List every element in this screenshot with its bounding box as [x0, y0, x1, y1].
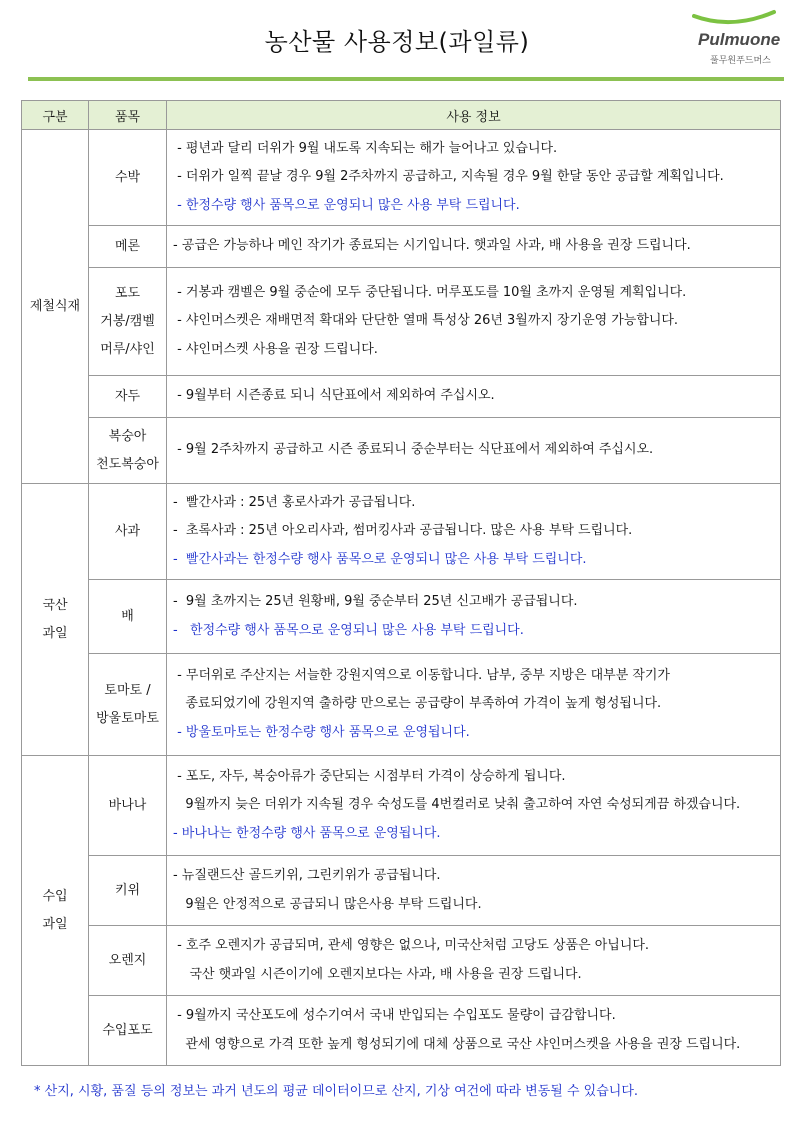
item-label: 복숭아 — [108, 428, 147, 444]
info-cell — [167, 226, 781, 268]
info-line: - 거봉과 캠벨은 9월 중순에 모두 중단됩니다. 머루포도를 10월 초까지 운영될 계획입니다. — [173, 284, 687, 300]
header-category: 구분 — [22, 101, 89, 130]
item-label: 수박 — [114, 169, 141, 185]
logo-subtitle: 풀무원푸드머스 — [710, 56, 771, 66]
category-cell — [22, 756, 89, 1066]
logo-swoosh-icon — [692, 8, 776, 30]
table-row — [22, 130, 781, 226]
item-label: 배 — [121, 608, 134, 624]
item-label: 자두 — [114, 388, 141, 404]
info-line: 종료되었기에 강원지역 출하량 만으로는 공급량이 부족하여 가격이 높게 형성됩니다. — [173, 696, 662, 712]
info-line: - 평년과 달리 더위가 9월 내도록 지속되는 해가 늘어나고 있습니다. — [173, 140, 558, 156]
table-row — [22, 484, 781, 580]
item-label: 키위 — [114, 882, 141, 898]
table-row — [22, 996, 781, 1066]
item-cell — [89, 226, 167, 268]
info-cell — [167, 130, 781, 226]
info-cell — [167, 996, 781, 1066]
table-row — [22, 654, 781, 756]
table-row — [22, 418, 781, 484]
item-label: 오렌지 — [108, 952, 147, 968]
item-cell — [89, 654, 167, 756]
info-line: 9월까지 늦은 더위가 지속될 경우 숙성도를 4번컬러로 낮춰 출고하여 자연 숙성되게끔 하겠습니다. — [173, 797, 741, 813]
info-line: - 샤인머스켓은 재배면적 확대와 단단한 열매 특성상 26년 3월까지 장기운영 가능합니다. — [173, 313, 679, 329]
info-line: - 9월부터 시즌종료 되니 식단표에서 제외하여 주십시오. — [173, 388, 495, 404]
info-line: - 빨간사과 : 25년 홍로사과가 공급됩니다. — [173, 494, 416, 510]
item-label: 머루/샤인 — [100, 341, 155, 357]
item-cell — [89, 996, 167, 1066]
info-cell — [167, 484, 781, 580]
table-row — [22, 756, 781, 856]
category-cell — [22, 484, 89, 756]
item-cell — [89, 268, 167, 376]
fruit-info-table — [21, 100, 781, 1066]
logo-name: Pulmuone — [698, 30, 781, 49]
info-cell — [167, 926, 781, 996]
item-label: 사과 — [114, 523, 141, 539]
table-row — [22, 376, 781, 418]
item-cell — [89, 856, 167, 926]
info-line-highlight: - 한정수량 행사 품목으로 운영되니 많은 사용 부탁 드립니다. — [173, 622, 524, 638]
table-row — [22, 226, 781, 268]
item-label: 방울토마토 — [96, 710, 159, 726]
item-label: 수입포도 — [102, 1022, 153, 1038]
item-label: 천도복숭아 — [96, 456, 159, 472]
table-header-row — [22, 101, 781, 130]
info-line: - 호주 오렌지가 공급되며, 관세 영향은 없으나, 미국산처럼 고당도 상품은 아닙니다. — [173, 938, 650, 953]
page-title: 농산물 사용정보(과일류) — [264, 28, 530, 56]
brand-logo — [684, 8, 784, 68]
item-cell — [89, 418, 167, 484]
info-line: - 9월까지 국산포도에 성수기여서 국내 반입되는 수입포도 물량이 급감합니다. — [173, 1008, 616, 1023]
item-cell — [89, 484, 167, 580]
item-label: 바나나 — [108, 797, 147, 813]
info-cell — [167, 268, 781, 376]
info-line: - 샤인머스켓 사용을 권장 드립니다. — [173, 341, 378, 357]
info-line-highlight: - 바나나는 한정수량 행사 품목으로 운영됩니다. — [173, 825, 441, 841]
info-line: - 초록사과 : 25년 아오리사과, 썸머킹사과 공급됩니다. 많은 사용 부탁 드립니다. — [173, 523, 633, 539]
info-line: - 더위가 일찍 끝날 경우 9월 2주차까지 공급하고, 지속될 경우 9월 한달 동안 공급할 계획입니다. — [173, 169, 724, 185]
info-cell — [167, 756, 781, 856]
info-cell — [167, 376, 781, 418]
table-row — [22, 580, 781, 654]
info-line-highlight: - 방울토마토는 한정수량 행사 품목으로 운영됩니다. — [173, 724, 470, 740]
info-line: - 공급은 가능하나 메인 작기가 종료되는 시기입니다. 햇과일 사과, 배 사용을 권장 드립니다. — [173, 238, 691, 254]
table-row — [22, 926, 781, 996]
header-info: 사용 정보 — [167, 101, 781, 130]
item-cell — [89, 376, 167, 418]
info-line-highlight: - 빨간사과는 한정수량 행사 품목으로 운영되니 많은 사용 부탁 드립니다. — [173, 551, 587, 567]
item-label: 토마토 / — [104, 682, 151, 698]
info-cell — [167, 856, 781, 926]
item-label: 포도 — [114, 285, 141, 301]
item-label: 메론 — [114, 238, 141, 254]
info-line: - 포도, 자두, 복숭아류가 중단되는 시점부터 가격이 상승하게 됩니다. — [173, 768, 566, 784]
info-cell — [167, 654, 781, 756]
info-line: 국산 햇과일 시즌이기에 오렌지보다는 사과, 배 사용을 권장 드립니다. — [173, 966, 582, 982]
info-cell — [167, 418, 781, 484]
info-line: - 무더위로 주산지는 서늘한 강원지역으로 이동합니다. 남부, 중부 지방은 대부분 작기가 — [173, 667, 670, 683]
item-cell — [89, 130, 167, 226]
category-label: 수입 과일 — [42, 888, 68, 932]
item-cell — [89, 580, 167, 654]
category-label: 제철식재 — [29, 298, 81, 314]
item-cell — [89, 926, 167, 996]
footnote: * 산지, 시황, 품질 등의 정보는 과거 년도의 평균 데이터이므로 산지, 기상 여건에 따라 변동될 수 있습니다. — [34, 1084, 639, 1099]
header-rule — [28, 77, 784, 81]
info-line: - 9월 2주차까지 공급하고 시즌 종료되니 중순부터는 식단표에서 제외하여 주십시오. — [173, 442, 654, 458]
table-row — [22, 856, 781, 926]
info-line-highlight: - 한정수량 행사 품목으로 운영되니 많은 사용 부탁 드립니다. — [173, 197, 520, 213]
table-body — [22, 130, 781, 1066]
info-line: - 뉴질랜드산 골드키위, 그린키위가 공급됩니다. — [173, 868, 441, 883]
info-line: - 9월 초까지는 25년 원황배, 9월 중순부터 25년 신고배가 공급됩니다. — [173, 594, 578, 609]
item-label: 거봉/캠벨 — [100, 313, 155, 329]
info-line: 9월은 안정적으로 공급되니 많은사용 부탁 드립니다. — [173, 896, 482, 912]
category-label: 국산 과일 — [42, 597, 68, 641]
info-line: 관세 영향으로 가격 또한 높게 형성되기에 대체 상품으로 국산 샤인머스켓을 사용을 권장 드립니다. — [173, 1036, 741, 1052]
table-row — [22, 268, 781, 376]
header-item: 품목 — [89, 101, 167, 130]
item-cell — [89, 756, 167, 856]
category-cell — [22, 130, 89, 484]
info-cell — [167, 580, 781, 654]
